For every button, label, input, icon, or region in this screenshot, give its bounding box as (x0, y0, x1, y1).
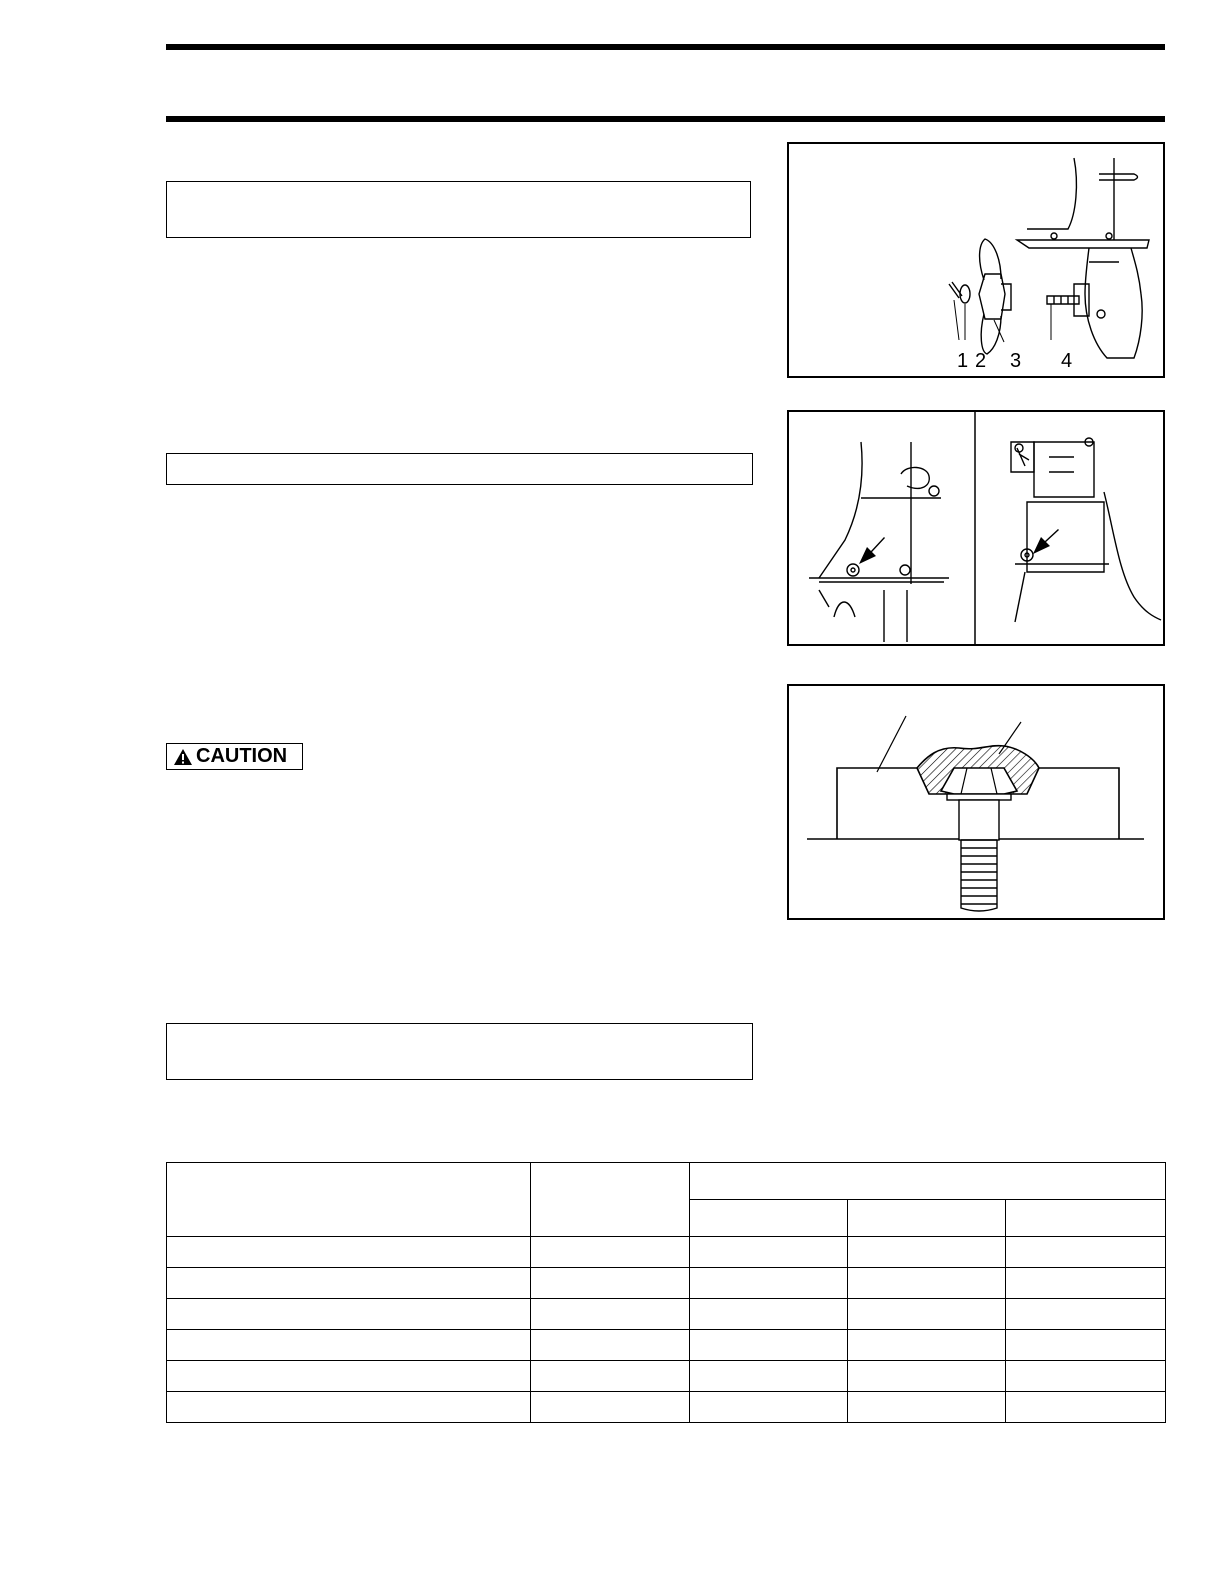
table-subheader-cell (848, 1200, 1006, 1237)
table-cell (531, 1361, 690, 1392)
table-row (167, 1237, 1166, 1268)
table-header-cell-1 (167, 1163, 531, 1237)
header-bottom-rule (166, 116, 1165, 122)
spec-table (166, 1162, 1166, 1423)
table-cell (848, 1268, 1006, 1299)
table-cell (531, 1299, 690, 1330)
table-cell (848, 1392, 1006, 1423)
table-cell (848, 1330, 1006, 1361)
table-cell (1006, 1361, 1166, 1392)
table-cell (531, 1392, 690, 1423)
callout-4: 4 (1061, 350, 1073, 372)
figure-lower-unit-screws (787, 410, 1165, 646)
table-subheader-cell (690, 1200, 848, 1237)
table-cell (848, 1299, 1006, 1330)
caution-label (166, 743, 303, 770)
table-cell (167, 1299, 531, 1330)
warning-triangle-icon (173, 748, 193, 766)
table-cell (531, 1268, 690, 1299)
callout-1: 1 (957, 350, 969, 372)
propeller-illustration (789, 144, 1165, 378)
table-cell (167, 1268, 531, 1299)
table-cell (848, 1361, 1006, 1392)
table-cell (531, 1237, 690, 1268)
table-subheader-cell (1006, 1200, 1166, 1237)
table-row (167, 1392, 1166, 1423)
table-cell (1006, 1299, 1166, 1330)
note-box-2 (166, 453, 753, 485)
lower-unit-illustration (789, 412, 1165, 646)
table-row (167, 1330, 1166, 1361)
figure-nut-cross-section (787, 684, 1165, 920)
table-cell (1006, 1268, 1166, 1299)
table-row (167, 1361, 1166, 1392)
table-cell (1006, 1392, 1166, 1423)
table-cell (848, 1237, 1006, 1268)
figure-propeller-removal (787, 142, 1165, 378)
table-cell (1006, 1330, 1166, 1361)
table-cell (690, 1330, 848, 1361)
table-cell (690, 1268, 848, 1299)
table-cell (690, 1237, 848, 1268)
table-row (167, 1268, 1166, 1299)
table-header-cell-2 (531, 1163, 690, 1237)
table-cell (690, 1361, 848, 1392)
callout-3: 3 (1010, 350, 1022, 372)
table-cell (167, 1361, 531, 1392)
left-arrow-icon (859, 537, 885, 564)
table-header-row (167, 1163, 1166, 1200)
table-header-cell-3 (690, 1163, 1166, 1200)
caution-text: CAUTION (196, 745, 288, 767)
table-cell (167, 1237, 531, 1268)
callout-2: 2 (975, 350, 987, 372)
note-box-1 (166, 181, 751, 238)
table-cell (690, 1299, 848, 1330)
table-cell (167, 1392, 531, 1423)
nut-section-illustration (789, 686, 1165, 920)
table-cell (167, 1330, 531, 1361)
right-arrow-icon (1033, 529, 1059, 554)
table-cell (690, 1392, 848, 1423)
table-cell (531, 1330, 690, 1361)
note-box-3 (166, 1023, 753, 1080)
table-cell (1006, 1237, 1166, 1268)
table-row (167, 1299, 1166, 1330)
header-top-rule (166, 44, 1165, 50)
